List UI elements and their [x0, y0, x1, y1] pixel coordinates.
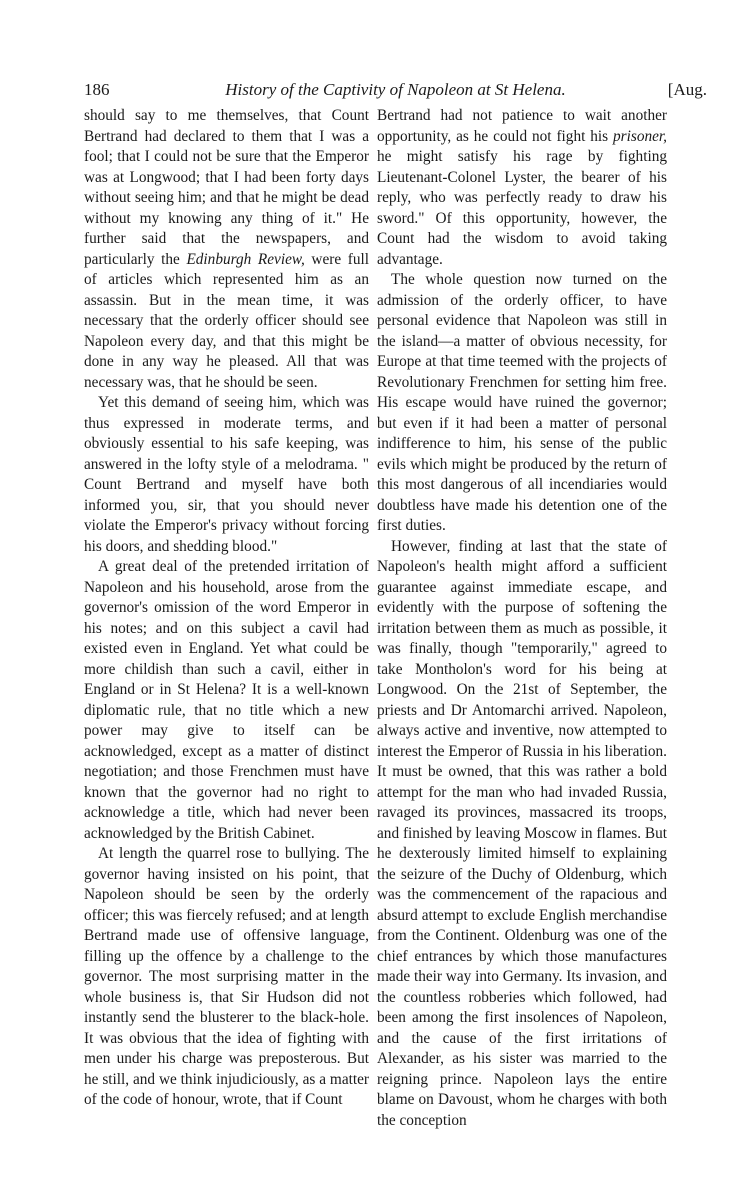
paragraph-text: Bertrand had not patience to wait another opportunity, as he could not fight his	[377, 107, 667, 145]
paragraph	[377, 106, 667, 270]
running-head	[84, 76, 707, 104]
paragraph	[84, 106, 369, 393]
paragraph: A great deal of the pretended irritation of Napoleon and his household, arose from the governor's omission of the word Emperor in his notes; and on this subject a cavil had existed even in England. Yet what could be more childish than such a cavil, either in England or in St Helena? It is a well-known diplomatic rule, that no title which a new power may give to itself can be acknowledged, except as a matter of distinct negotiation; and those Frenchmen must have known that the governor had no right to acknowledge a title, which had never been acknowledged by the British Cabinet.	[84, 558, 369, 842]
paragraph-text: were full of articles which represented him as an assassin. But in the mean time, it was necessary that the orderly officer should see Napoleon every day, and that this might be done in any way he pleased. All that was necessary was, that he should be seen.	[84, 250, 369, 391]
running-title: History of the Captivity of Napoleon at St Helena.	[225, 80, 566, 99]
paragraph: Yet this demand of seeing him, which was thus expressed in moderate terms, and obviously essential to his safe keeping, was answered in the lofty style of a melodrama. " Count Bertrand and myself have both informed you, sir, that you should never violate the Emperor's privacy without forcing his doors, and shedding blood."	[84, 394, 369, 555]
italic-text: prisoner,	[613, 127, 667, 145]
page-number: 186	[84, 80, 110, 99]
paragraph: However, finding at last that the state of Napoleon's health might afford a sufficient guarantee against immediate escape, and evidently with the purpose of softening the irritation between them as much as possible, it was finally, though "temporarily," agreed to take Montholon's word for his being at Longwood. On the 21st of September, the priests and Dr Antomarchi arrived. Napoleon, always active and inventive, now attempted to interest the Emperor of Russia in his liberation. It must be owned, that this was rather a bold attempt for the man who had invaded Russia, ravaged its provinces, massacred its troops, and finished by leaving Moscow in flames. But he dexterously limited himself to explaining the seizure of the Duchy of Oldenburg, which was the commencement of the rapacious and absurd attempt to exclude English merchandise from the Continent. Oldenburg was one of the chief entrances by which those manufactures made their way into Germany. Its invasion, and the countless robberies which followed, had been among the first insolences of Napoleon, and the cause of the first irritations of Alexander, as his sister was married to the reigning prince. Napoleon lays the entire blame on Davoust, whom he charges with both the conception	[377, 537, 667, 1129]
right-column	[377, 106, 667, 1131]
paragraph-text: he might satisfy his rage by fighting Lieutenant-Colonel Lyster, the bearer of his reply, who was perfectly ready to draw his sword." Of this opportunity, however, the Count had the wisdom to avoid taking advantage.	[377, 148, 667, 268]
paragraph: The whole question now turned on the admission of the orderly officer, to have personal evidence that Napoleon was still in the island—a matter of obvious necessity, for Europe at that time teemed with the projects of Revolutionary Frenchmen for setting him free. His escape would have ruined the governor; but even if it had been a matter of personal indifference to him, his sense of the public evils which might be produced by the return of this most dangerous of all incendiaries would doubtless have made his detention one of the first duties.	[377, 271, 667, 534]
italic-text: Edinburgh Review,	[186, 250, 305, 268]
section-date: [Aug.	[667, 80, 707, 99]
paragraph-text: should say to me themselves, that Count Bertrand had declared to them that I was a fool; that I could not be sure that the Emperor was at Longwood; that I had been forty days without seeing him; and that he might be dead without my knowing any thing of it." He further said that the newspapers, and particularly the	[84, 107, 369, 268]
page	[84, 76, 707, 1156]
paragraph: At length the quarrel rose to bullying. The governor having insisted on his point, that Napoleon should be seen by the orderly officer; this was fiercely refused; and at length Bertrand made use of offensive language, filling up the offence by a challenge to the governor. The most surprising matter in the whole business is, that Sir Hudson did not instantly send the blusterer to the black-hole. It was obvious that the idea of fighting with men under his charge was preposterous. But he still, and we think injudiciously, as a matter of the code of honour, wrote, that if Count	[84, 845, 369, 1108]
left-column	[84, 106, 369, 1111]
